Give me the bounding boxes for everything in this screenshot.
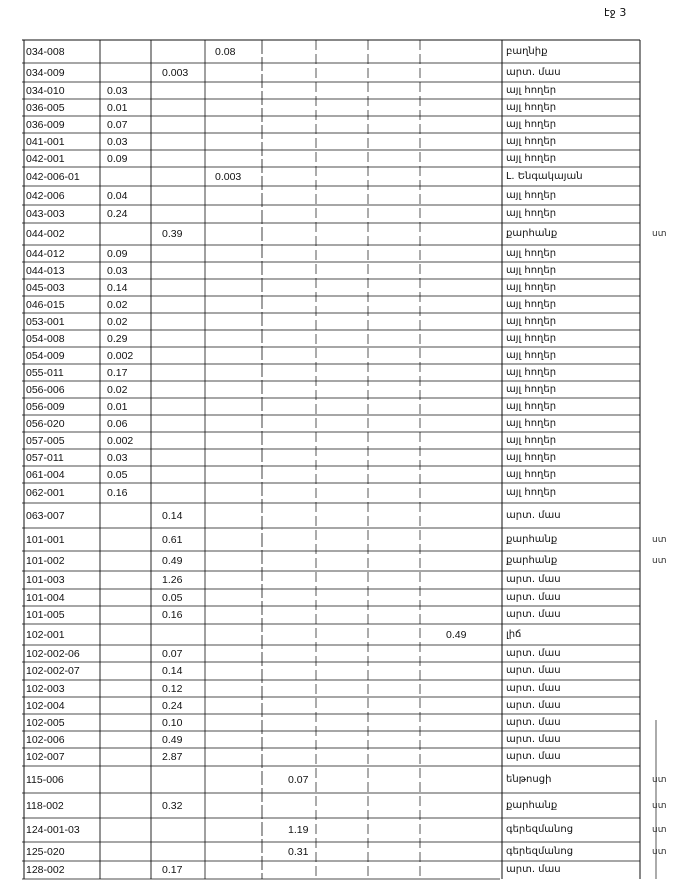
land-use-description: այլ հողեր xyxy=(506,400,557,412)
area-col-1: 0.09 xyxy=(107,152,128,165)
land-use-description: բաղնիք xyxy=(506,45,548,57)
parcel-code: 034-008 xyxy=(26,45,65,58)
parcel-code: 055-011 xyxy=(26,366,64,379)
land-use-description: քարհանք xyxy=(506,533,558,545)
land-use-description: այլ հողեր xyxy=(506,208,557,219)
land-use-description: արտ. մաս xyxy=(506,751,561,762)
land-use-description: քարհանք xyxy=(506,555,558,566)
area-col-2: 0.16 xyxy=(162,609,183,621)
parcel-code: 057-011 xyxy=(26,451,64,464)
margin-note: ստ xyxy=(652,229,667,239)
area-col-3: 0.08 xyxy=(215,45,236,58)
parcel-code: 102-004 xyxy=(26,699,65,712)
margin-note: ստ xyxy=(652,556,667,566)
land-use-description: արտ. մաս xyxy=(506,591,561,603)
parcel-code: 042-006 xyxy=(26,189,65,202)
area-col-2: 0.49 xyxy=(162,555,183,567)
parcel-code: 034-010 xyxy=(26,84,65,97)
parcel-code: 041-001 xyxy=(26,135,65,148)
area-col-4: 1.19 xyxy=(288,824,309,836)
area-col-1: 0.29 xyxy=(107,332,128,345)
area-col-1: 0.01 xyxy=(107,101,128,114)
land-use-description: արտ. մաս xyxy=(506,574,561,585)
parcel-code: 102-003 xyxy=(26,682,65,695)
area-col-1: 0.16 xyxy=(107,487,128,499)
parcel-code: 046-015 xyxy=(26,298,65,311)
land-use-description: այլ հողեր xyxy=(506,315,557,327)
area-col-1: 0.002 xyxy=(107,434,134,447)
land-use-description: այլ հողեր xyxy=(506,189,557,201)
land-use-description: արտ. մաս xyxy=(506,864,561,875)
parcel-code: 102-001 xyxy=(26,628,65,641)
land-use-description: Լ. Ենգակայան xyxy=(506,170,583,182)
land-use-description: այլ հողեր xyxy=(506,451,557,463)
margin-note: ստ xyxy=(652,825,667,835)
area-col-2: 0.10 xyxy=(162,716,183,729)
area-col-1: 0.03 xyxy=(107,135,128,148)
land-use-description: այլ հողեր xyxy=(506,366,557,378)
area-col-1: 0.06 xyxy=(107,417,128,430)
area-col-2: 0.24 xyxy=(162,699,183,712)
area-col-1: 0.03 xyxy=(107,84,128,97)
area-col-1: 0.02 xyxy=(107,383,128,396)
area-col-1: 0.01 xyxy=(107,400,128,413)
land-use-description: արտ. մաս xyxy=(506,609,561,620)
parcel-code: 101-001 xyxy=(26,533,65,546)
area-col-2: 0.49 xyxy=(162,733,183,746)
area-col-1: 0.05 xyxy=(107,468,128,481)
parcel-code: 102-002-06 xyxy=(26,647,80,660)
area-col-1: 0.03 xyxy=(107,451,128,464)
land-use-description: լիճ xyxy=(506,628,522,640)
area-col-2: 0.05 xyxy=(162,591,183,604)
land-use-description: ենթոսցի xyxy=(506,773,552,785)
area-col-6: 0.49 xyxy=(446,628,467,641)
parcel-code: 102-007 xyxy=(26,751,65,763)
area-col-2: 0.17 xyxy=(162,864,183,876)
land-use-description: այլ հողեր xyxy=(506,118,557,130)
parcel-code: 101-005 xyxy=(26,609,65,621)
parcel-code: 042-006-01 xyxy=(26,170,80,183)
area-col-1: 0.02 xyxy=(107,298,128,311)
area-col-1: 0.07 xyxy=(107,118,128,131)
parcel-code: 125-020 xyxy=(26,845,65,858)
parcel-code: 057-005 xyxy=(26,434,65,447)
land-use-description: արտ. մաս xyxy=(506,699,561,711)
area-col-1: 0.09 xyxy=(107,247,128,260)
area-col-1: 0.002 xyxy=(107,349,134,362)
parcel-code: 044-013 xyxy=(26,264,65,277)
area-col-1: 0.02 xyxy=(107,315,128,328)
land-use-description: քարհանք xyxy=(506,228,558,239)
area-col-1: 0.14 xyxy=(107,281,128,294)
area-col-2: 0.003 xyxy=(162,66,189,79)
parcel-code: 124-001-03 xyxy=(26,824,80,836)
area-col-4: 0.07 xyxy=(288,773,309,786)
area-col-2: 0.14 xyxy=(162,509,183,522)
land-use-description: այլ հողեր xyxy=(506,383,557,395)
land-use-description: այլ հողեր xyxy=(506,298,557,310)
land-use-description: արտ. մաս xyxy=(506,509,561,521)
land-use-description: գերեզմանոց xyxy=(506,824,574,835)
land-use-description: այլ հողեր xyxy=(506,468,557,480)
land-use-description: այլ հողեր xyxy=(506,152,557,164)
land-use-description: այլ հողեր xyxy=(506,84,557,96)
parcel-code: 053-001 xyxy=(26,315,65,328)
land-use-description: այլ հողեր xyxy=(506,349,557,361)
parcel-code: 044-002 xyxy=(26,228,65,240)
area-col-4: 0.31 xyxy=(288,845,309,858)
parcel-code: 118-002 xyxy=(26,799,64,812)
parcel-code: 054-009 xyxy=(26,349,65,362)
area-col-3: 0.003 xyxy=(215,170,242,183)
area-col-2: 0.39 xyxy=(162,228,183,240)
parcel-code: 056-006 xyxy=(26,383,65,396)
land-use-description: այլ հողեր xyxy=(506,434,557,446)
area-col-2: 0.14 xyxy=(162,665,183,677)
land-use-description: արտ. մաս xyxy=(506,665,561,676)
area-col-1: 0.04 xyxy=(107,189,128,202)
parcel-code: 062-001 xyxy=(26,487,65,499)
parcel-code: 102-005 xyxy=(26,716,65,729)
parcel-code: 101-002 xyxy=(26,555,65,567)
land-use-description: այլ հողեր xyxy=(506,281,557,293)
land-use-description: այլ հողեր xyxy=(506,264,557,276)
parcel-code: 061-004 xyxy=(26,468,65,481)
parcel-code: 036-009 xyxy=(26,118,65,131)
margin-note: ստ xyxy=(652,846,667,857)
land-use-description: արտ. մաս xyxy=(506,733,561,745)
area-col-1: 0.24 xyxy=(107,208,128,220)
parcel-code: 056-020 xyxy=(26,417,65,430)
parcel-code: 102-002-07 xyxy=(26,665,80,677)
area-col-2: 0.32 xyxy=(162,799,183,812)
parcel-code: 045-003 xyxy=(26,281,65,294)
land-use-description: արտ. մաս xyxy=(506,716,561,728)
area-col-2: 0.12 xyxy=(162,682,183,695)
land-use-description: այլ հողեր xyxy=(506,247,557,259)
area-col-2: 2.87 xyxy=(162,751,183,763)
land-use-description: արտ. մաս xyxy=(506,647,561,659)
land-use-description: գերեզմանոց xyxy=(506,845,574,857)
parcel-code: 102-006 xyxy=(26,733,65,746)
land-use-description: այլ հողեր xyxy=(506,135,557,147)
parcel-code: 063-007 xyxy=(26,509,65,522)
land-use-description: այլ հողեր xyxy=(506,101,557,113)
land-use-description: այլ հողեր xyxy=(506,417,557,429)
land-use-description: արտ. մաս xyxy=(506,682,561,694)
parcel-code: 056-009 xyxy=(26,400,65,413)
parcel-code: 054-008 xyxy=(26,332,65,345)
parcel-code: 101-003 xyxy=(26,574,65,586)
area-col-2: 1.26 xyxy=(162,574,183,586)
margin-note: ստ xyxy=(652,534,667,545)
parcel-code: 043-003 xyxy=(26,208,65,220)
parcel-code: 036-005 xyxy=(26,101,65,114)
land-use-description: այլ հողեր xyxy=(506,487,557,498)
area-col-2: 0.07 xyxy=(162,647,183,660)
parcel-code: 034-009 xyxy=(26,66,65,79)
parcel-code: 044-012 xyxy=(26,247,65,260)
area-col-1: 0.03 xyxy=(107,264,128,277)
parcel-code: 042-001 xyxy=(26,152,65,165)
parcel-code: 128-002 xyxy=(26,864,65,876)
area-col-1: 0.17 xyxy=(107,366,128,379)
parcel-code: 101-004 xyxy=(26,591,65,604)
area-col-2: 0.61 xyxy=(162,533,183,546)
land-use-description: արտ. մաս xyxy=(506,66,561,78)
margin-note: ստ xyxy=(652,800,667,811)
margin-note: ստ xyxy=(652,774,667,785)
land-use-description: քարհանք xyxy=(506,799,558,811)
land-use-description: այլ հողեր xyxy=(506,332,557,344)
parcel-code: 115-006 xyxy=(26,773,64,786)
page-number: էջ 3 xyxy=(604,6,627,19)
